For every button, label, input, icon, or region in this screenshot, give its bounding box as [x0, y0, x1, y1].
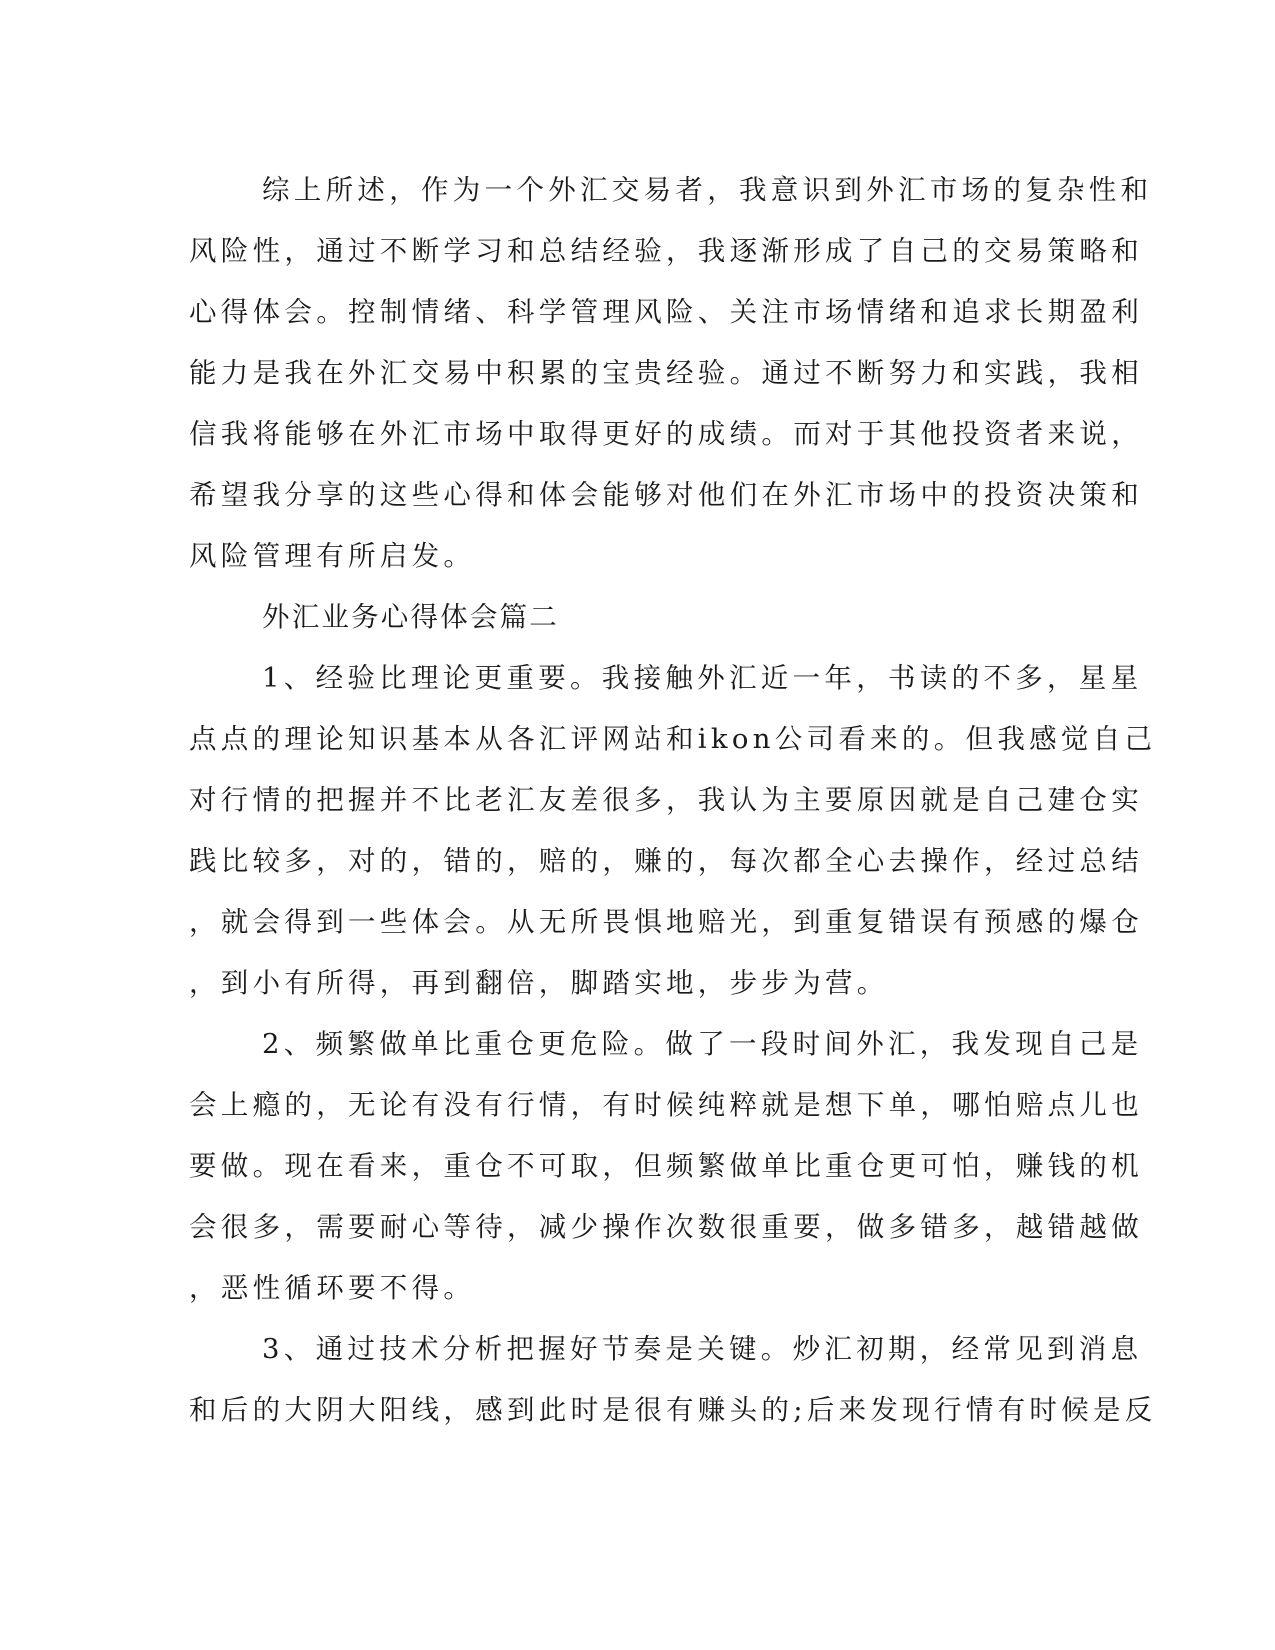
text-line: 会上瘾的，无论有没有行情，有时候纯粹就是想下单，哪怕赔点儿也 [189, 1089, 1143, 1121]
text-line: ，就会得到一些体会。从无所畏惧地赔光，到重复错误有预感的爆仓 [189, 906, 1143, 938]
text-line: 和后的大阴大阳线，感到此时是很有赚头的;后来发现行情有时候是反 [189, 1394, 1157, 1426]
section-title: 外汇业务心得体会篇二 [262, 601, 559, 633]
text-line: 1、经验比理论更重要。我接触外汇近一年，书读的不多，星星 [262, 662, 1143, 694]
paragraph-point-3 [189, 1319, 1157, 1441]
text-line: ，恶性循环要不得。 [189, 1272, 476, 1304]
text-line: 2、频繁做单比重仓更危险。做了一段时间外汇，我发现自己是 [262, 1028, 1143, 1060]
paragraph-point-2 [189, 1014, 1143, 1319]
paragraph-point-1 [189, 648, 1157, 1014]
text-line: 3、通过技术分析把握好节奏是关键。炒汇初期，经常见到消息 [262, 1333, 1143, 1365]
text-line: 会很多，需要耐心等待，减少操作次数很重要，做多错多，越错越做 [189, 1211, 1143, 1243]
text-line: 综上所述，作为一个外汇交易者，我意识到外汇市场的复杂性和 [262, 174, 1153, 206]
text-line: 要做。现在看来，重仓不可取，但频繁做单比重仓更可怕，赚钱的机 [189, 1150, 1143, 1182]
text-line: 践比较多，对的，错的，赔的，赚的，每次都全心去操作，经过总结 [189, 845, 1143, 877]
text-line: 信我将能够在外汇市场中取得更好的成绩。而对于其他投资者来说， [189, 418, 1143, 450]
paragraph-summary [189, 160, 1153, 587]
text-line: ，到小有所得，再到翻倍，脚踏实地，步步为营。 [189, 967, 889, 999]
document-body [189, 160, 1157, 1441]
text-line: 风险性，通过不断学习和总结经验，我逐渐形成了自己的交易策略和 [189, 235, 1143, 267]
text-line: 希望我分享的这些心得和体会能够对他们在外汇市场中的投资决策和 [189, 479, 1143, 511]
section-heading [189, 587, 1069, 648]
text-line: 能力是我在外汇交易中积累的宝贵经验。通过不断努力和实践，我相 [189, 357, 1143, 389]
text-line: 心得体会。控制情绪、科学管理风险、关注市场情绪和追求长期盈利 [189, 296, 1143, 328]
text-line: 对行情的把握并不比老汇友差很多，我认为主要原因就是自己建仓实 [189, 784, 1143, 816]
text-line: 点点的理论知识基本从各汇评网站和ikon公司看来的。但我感觉自己 [189, 723, 1157, 755]
text-line: 风险管理有所启发。 [189, 540, 476, 572]
